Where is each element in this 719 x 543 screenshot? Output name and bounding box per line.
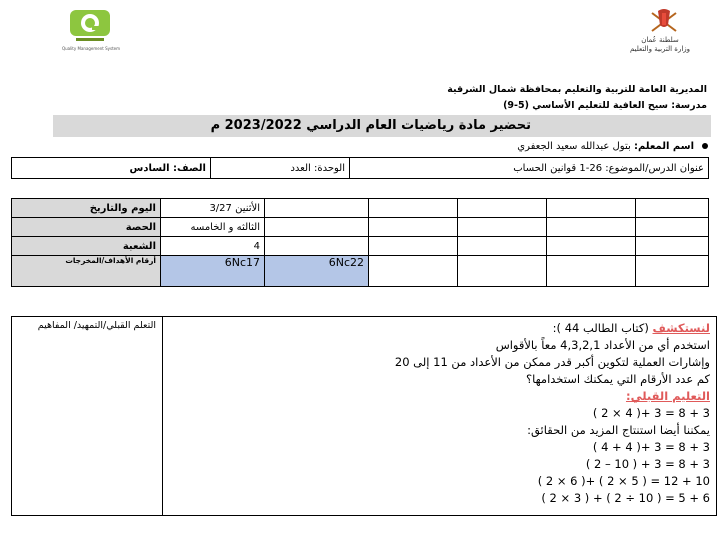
empty-cell	[369, 256, 458, 287]
section-label: الشعبة	[12, 237, 161, 256]
objective-code-2: 6Nc22	[265, 256, 369, 287]
deduce-line: يمكننا أيضا استنتاج المزيد من الحقائق:	[527, 423, 710, 437]
intro-content	[163, 317, 717, 516]
intro-label: التعلم القبلي/التمهيد/ المفاهيم	[12, 317, 163, 516]
empty-cell	[265, 237, 369, 256]
empty-cell	[369, 218, 458, 237]
ministry-caption	[610, 36, 710, 54]
empty-cell	[636, 256, 709, 287]
lesson-info-table	[11, 157, 709, 179]
empty-cell	[547, 237, 636, 256]
equation-4: 10 + 12 = ( 5 × 2 ) +( 6 × 2 )	[537, 474, 710, 488]
empty-cell	[636, 237, 709, 256]
empty-cell	[636, 218, 709, 237]
grade-cell: الصف: السادس	[12, 158, 211, 179]
empty-cell	[547, 218, 636, 237]
topic-cell: عنوان الدرس/الموضوع: 26-1 قوانين الحساب	[350, 158, 709, 179]
empty-cell	[369, 199, 458, 218]
objectives-label: أرقام الأهداف/المخرجات	[12, 256, 161, 287]
empty-cell	[636, 199, 709, 218]
equation-1: 3 + 8 = 3 +( 4 × 2 )	[592, 406, 710, 420]
empty-cell	[458, 237, 547, 256]
empty-cell	[547, 256, 636, 287]
teacher-line	[517, 141, 708, 152]
ministry-caption-line1: سلطنة عُمان	[641, 36, 679, 44]
prior-heading: التعليم القبلي:	[625, 389, 710, 403]
quality-logo	[62, 8, 118, 48]
directorate-line: المديرية العامة للتربية والتعليم بمحافظة شمال الشرقية	[447, 84, 707, 95]
empty-cell	[369, 237, 458, 256]
schedule-table	[11, 198, 709, 287]
empty-cell	[458, 199, 547, 218]
empty-cell	[458, 218, 547, 237]
empty-cell	[265, 218, 369, 237]
section-value: 4	[161, 237, 265, 256]
table-row	[12, 237, 709, 256]
day-date-value: الأثنين 3/27	[161, 199, 265, 218]
unit-cell: الوحدة: العدد	[211, 158, 350, 179]
oman-emblem-icon	[646, 5, 682, 37]
page-title: تحضير مادة رياضيات العام الدراسي 2023/2022 م	[210, 118, 531, 133]
table-row	[12, 256, 709, 287]
explore-line1: استخدم أي من الأعداد 4,3,2,1 معاً بالأقواس	[495, 338, 710, 352]
bullet-icon	[702, 143, 708, 149]
empty-cell	[265, 199, 369, 218]
empty-cell	[458, 256, 547, 287]
explore-line3: كم عدد الأرقام التي يمكنك استخدامها؟	[526, 372, 710, 386]
quality-logo-caption: Quality Management System	[61, 46, 121, 51]
teacher-name: بتول عبدالله سعيد الجعفري	[517, 141, 631, 152]
objective-code-1: 6Nc17	[161, 256, 265, 287]
period-label: الحصة	[12, 218, 161, 237]
explore-line2: وإشارات العملية لتكوين أكبر قدر ممكن من الأعداد من 11 إلى 20	[394, 355, 710, 369]
explore-line	[169, 320, 710, 337]
ministry-caption-line2: وزارة التربية والتعليم	[629, 45, 691, 53]
day-date-label: اليوم والتاريخ	[12, 199, 161, 218]
period-value: الثالثه و الخامسه	[161, 218, 265, 237]
title-bar	[53, 115, 711, 137]
explore-heading: لنستكشف	[652, 321, 710, 335]
equation-3: 3 + 8 = 3 + ( 10 – 2 )	[585, 457, 710, 471]
intro-table	[11, 316, 717, 516]
equation-5: 6 + 5 = ( 10 ÷ 2 ) + ( 3 × 2 )	[541, 491, 710, 505]
explore-ref: (كتاب الطالب 44 ):	[552, 321, 649, 335]
empty-cell	[547, 199, 636, 218]
table-row	[12, 199, 709, 218]
teacher-label: اسم المعلم:	[633, 141, 694, 152]
table-row	[12, 218, 709, 237]
equation-2: 3 + 8 = 3 +( 4 + 4 )	[592, 440, 710, 454]
school-line: مدرسة: سيح العافية للتعليم الأساسي (5-9)	[503, 100, 707, 111]
